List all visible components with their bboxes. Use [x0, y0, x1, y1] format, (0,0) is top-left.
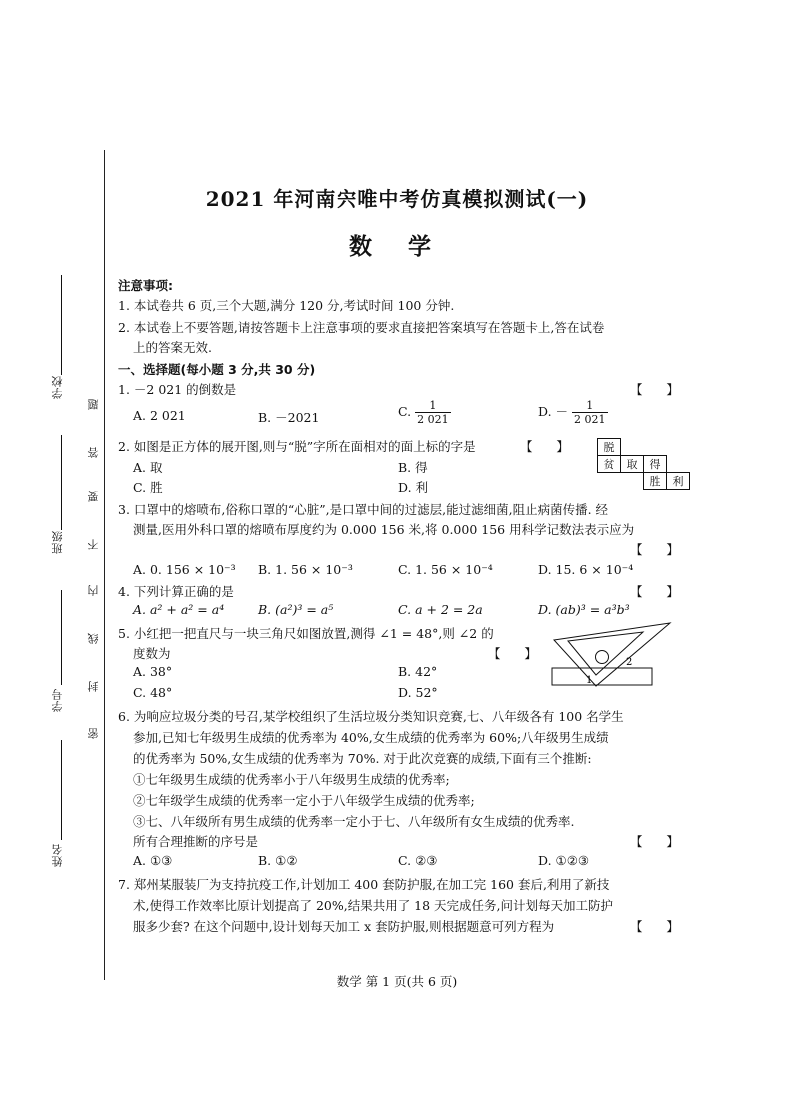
net-cell: 贫 — [598, 456, 621, 473]
subject-title: 数 学 — [348, 233, 445, 260]
school-line — [61, 275, 62, 375]
exam-title: 2021 年河南宍唯中考仿真模拟测试(一) — [205, 187, 589, 211]
net-cell: 得 — [644, 456, 667, 473]
q2-option-c: C. 胜 — [133, 480, 163, 495]
cube-net-figure — [597, 438, 690, 490]
q4-option-a: A. a² + a² = a⁴ — [133, 602, 225, 617]
q4-option-d: D. (ab)³ = a³b³ — [538, 602, 630, 617]
ruler-triangle-figure — [548, 620, 673, 690]
notice-item: 2. 本试卷上不要答题,请按答题卡上注意事项的要求直接把答案填写在答题卡上,答在试卷 — [118, 320, 605, 335]
q4-option-c: C. a + 2 = 2a — [398, 602, 483, 617]
q6-statement-3: ③七、八年级所有男生成绩的优秀率一定小于七、八年级所有女生成绩的优秀率. — [133, 814, 575, 829]
answer-bracket: 【 】 — [630, 542, 679, 557]
answer-bracket: 【 】 — [630, 919, 679, 934]
q5-option-b: B. 42° — [398, 664, 438, 679]
answer-bracket: 【 】 — [520, 439, 569, 454]
q2-option-a: A. 取 — [133, 460, 163, 475]
answer-bracket: 【 】 — [630, 584, 679, 599]
q3-option-d: D. 15. 6 × 10⁻⁴ — [538, 562, 634, 577]
notice-item: 上的答案无效. — [133, 340, 212, 355]
q7-stem: 术,使得工作效率比原计划提高了 20%,结果共用了 18 天完成任务,问计划每天加工防护 — [133, 898, 614, 913]
seal-char: 密 — [87, 727, 100, 739]
q1-option-d — [538, 399, 608, 426]
page-footer: 数学 第 1 页(共 6 页) — [336, 974, 458, 989]
q6-ask: 所有合理推断的序号是 — [133, 834, 259, 849]
fraction — [572, 399, 608, 426]
q1-d-label: D. － — [538, 404, 569, 419]
q5-stem: 度数为 — [133, 646, 171, 661]
q3-stem: 测量,医用外科口罩的熔喷布厚度约为 0.000 156 米,将 0.000 156 用科学记数法表示应为 — [133, 522, 635, 537]
q6-stem: 的优秀率为 50%,女生成绩的优秀率为 70%. 对于此次竞赛的成绩,下面有三个推断: — [133, 751, 592, 766]
q1-option-b: B. －2021 — [258, 410, 320, 425]
q5-stem: 5. 小红把一把直尺与一块三角尺如图放置,测得 ∠1 = 48°,则 ∠2 的 — [118, 626, 494, 641]
notice-heading: 注意事项: — [118, 278, 173, 293]
q5-option-d: D. 52° — [398, 685, 438, 700]
triangle-inner-shape — [568, 632, 643, 675]
q7-stem: 服多少套? 在这个问题中,设计划每天加工 x 套防护服,则根据题意可列方程为 — [133, 919, 555, 934]
q3-option-b: B. 1. 56 × 10⁻³ — [258, 562, 353, 577]
q4-stem: 4. 下列计算正确的是 — [118, 584, 234, 599]
q2-option-b: B. 得 — [398, 460, 428, 475]
seal-char: 题 — [87, 398, 100, 410]
answer-bracket: 【 】 — [630, 382, 679, 397]
q6-statement-2: ②七年级学生成绩的优秀率一定小于八年级学生成绩的优秀率; — [133, 793, 475, 808]
q2-stem: 2. 如图是正方体的展开图,则与“脱”字所在面相对的面上标的字是 — [118, 439, 476, 454]
q6-option-c: C. ②③ — [398, 853, 438, 868]
angle-1-label: 1 — [586, 675, 593, 686]
seal-char: 线 — [87, 632, 100, 644]
q6-option-a: A. ①③ — [133, 853, 173, 868]
q6-stem: 6. 为响应垃圾分类的号召,某学校组织了生活垃圾分类知识竞赛,七、八年级各有 100 名学生 — [118, 709, 624, 724]
seal-char: 不 — [87, 538, 100, 550]
answer-bracket: 【 】 — [488, 646, 537, 661]
q3-option-a: A. 0. 156 × 10⁻³ — [133, 562, 236, 577]
q1-c-label: C. — [398, 404, 412, 419]
school-label: 学校 — [51, 375, 64, 399]
triangle-shape — [554, 623, 670, 686]
angle-2-label: 2 — [626, 657, 633, 668]
q6-option-b: B. ①② — [258, 853, 298, 868]
q5-option-c: C. 48° — [133, 685, 173, 700]
q3-stem: 3. 口罩中的熔喷布,俗称口罩的“心脏”,是口罩中间的过滤层,能过滤细菌,阻止病菌传播. 经 — [118, 502, 609, 517]
net-cell: 胜 — [644, 473, 667, 490]
number-line — [61, 590, 62, 685]
binding-line — [104, 150, 105, 980]
q1-stem: 1. －2 021 的倒数是 — [118, 382, 237, 397]
q6-statement-1: ①七年级男生成绩的优秀率小于八年级男生成绩的优秀率; — [133, 772, 450, 787]
q5-option-a: A. 38° — [133, 664, 173, 679]
fraction — [415, 399, 451, 426]
seal-char: 要 — [87, 490, 100, 502]
q6-option-d: D. ①②③ — [538, 853, 590, 868]
q7-stem: 7. 郑州某服装厂为支持抗疫工作,计划加工 400 套防护服,在加工完 160 套后,利用了新技 — [118, 877, 610, 892]
number-label: 学号 — [51, 688, 64, 712]
seal-char: 答 — [87, 446, 100, 458]
net-cell: 脱 — [598, 439, 621, 456]
section-heading: 一、选择题(每小题 3 分,共 30 分) — [118, 362, 316, 377]
ruler-shape — [552, 668, 652, 685]
answer-bracket: 【 】 — [630, 834, 679, 849]
q1-option-c — [398, 399, 451, 426]
numerator: 1 — [415, 399, 451, 413]
q2-option-d: D. 利 — [398, 480, 429, 495]
class-line — [61, 435, 62, 530]
q3-option-c: C. 1. 56 × 10⁻⁴ — [398, 562, 493, 577]
triangle-hole — [596, 651, 609, 664]
seal-char: 封 — [87, 680, 100, 692]
notice-item: 1. 本试卷共 6 页,三个大题,满分 120 分,考试时间 100 分钟. — [118, 298, 455, 313]
denominator: 2 021 — [574, 413, 606, 426]
q4-option-b: B. (a²)³ = a⁵ — [258, 602, 334, 617]
net-cell: 取 — [621, 456, 644, 473]
name-line — [61, 740, 62, 840]
q1-option-a: A. 2 021 — [133, 408, 186, 423]
numerator: 1 — [572, 399, 608, 413]
denominator: 2 021 — [417, 413, 449, 426]
name-label: 姓名 — [51, 843, 64, 867]
q6-stem: 参加,已知七年级男生成绩的优秀率为 40%,女生成绩的优秀率为 60%;八年级男生成绩 — [133, 730, 609, 745]
net-cell: 利 — [667, 473, 690, 490]
class-label: 班级 — [51, 530, 64, 554]
seal-char: 内 — [87, 584, 100, 596]
